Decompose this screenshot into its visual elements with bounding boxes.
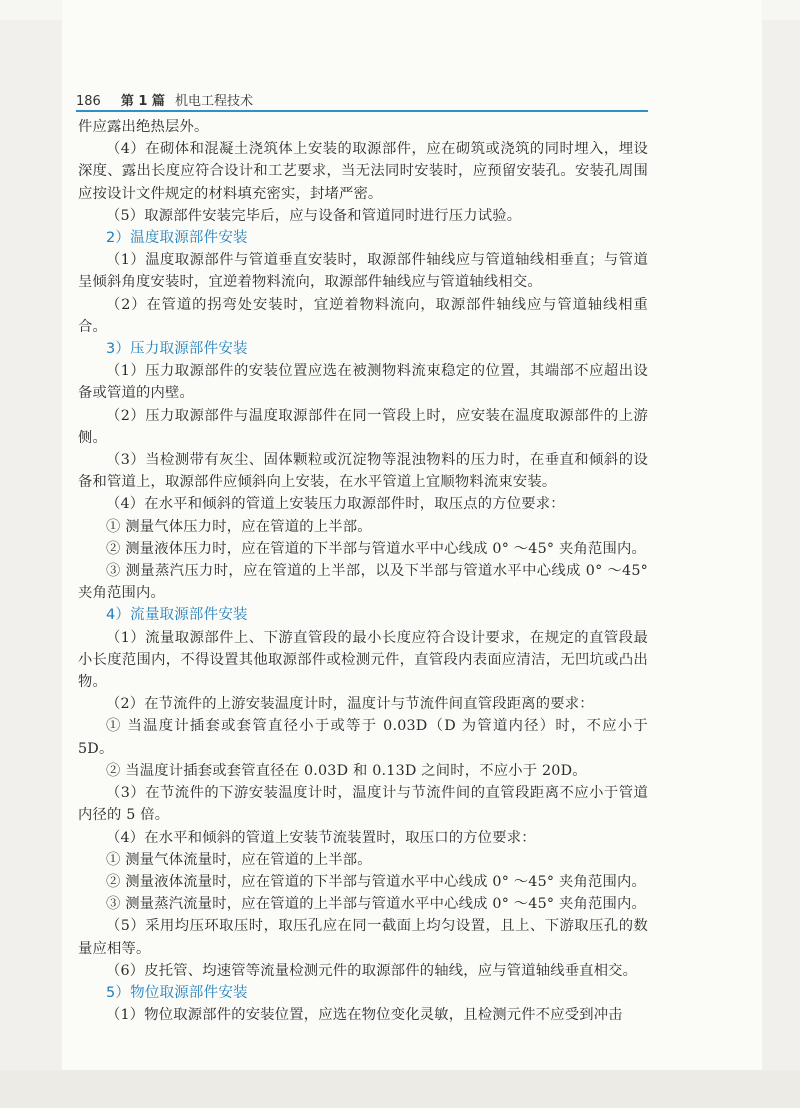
- paragraph: ① 测量气体压力时，应在管道的上半部。: [106, 518, 372, 535]
- paragraph: （4）在水平和倾斜的管道上安装节流装置时，取压口的方位要求：: [106, 829, 536, 846]
- section-heading: 5）物位取源部件安装: [106, 984, 248, 1001]
- section-heading: 4）流量取源部件安装: [106, 607, 248, 624]
- paragraph: （1）流量取源部件上、下游直管段的最小长度应符合设计要求，在规定的直管段最小长度范围内，不得设置其他取源部件或检测元件，直管段内表面应清洁，无凹坑或凸出物。: [78, 629, 648, 691]
- paragraph: ① 测量气体流量时，应在管道的上半部。: [106, 851, 372, 868]
- page-number: 186: [76, 94, 101, 109]
- paragraph: ① 当温度计插套或套管直径小于或等于 0.03D（D 为管道内径）时，不应小于 5D。: [78, 718, 648, 757]
- paragraph: （3）在节流件的下游安装温度计时，温度计与节流件间的直管段距离不应小于管道内径的 5 倍。: [78, 785, 648, 824]
- paragraph: （3）当检测带有灰尘、固体颗粒或沉淀物等混浊物料的压力时，在垂直和倾斜的设备和管道上，取源部件应倾斜向上安装，在水平管道上宜顺物料流束安装。: [78, 452, 648, 491]
- part-title: 机电工程技术: [174, 94, 253, 109]
- paragraph: （2）在管道的拐弯处安装时，宜逆着物料流向，取源部件轴线应与管道轴线相重合。: [78, 296, 648, 335]
- paragraph: （2）在节流件的上游安装温度计时，温度计与节流件间直管段距离的要求：: [106, 696, 594, 713]
- paragraph: （4）在砌体和混凝土浇筑体上安装的取源部件，应在砌筑或浇筑的同时埋入，埋设深度、露出长度应符合设计和工艺要求，当无法同时安装时，应预留安装孔。安装孔周围应按设计文件规定的材料填充密实，封堵严密。: [78, 141, 648, 202]
- paragraph: ② 测量液体流量时，应在管道的下半部与管道水平中心线成 0° ～45° 夹角范围内。: [106, 873, 646, 890]
- paragraph: （1）温度取源部件与管道垂直安装时，取源部件轴线应与管道轴线相垂直；与管道呈倾斜角度安装时，宜逆着物料流向，取源部件轴线应与管道轴线相交。: [78, 252, 648, 291]
- paragraph: （2）压力取源部件与温度取源部件在同一管段上时，应安装在温度取源部件的上游侧。: [78, 407, 648, 446]
- paragraph: （1）压力取源部件的安装位置应选在被测物料流束稳定的位置，其端部不应超出设备或管道的内壁。: [78, 363, 648, 402]
- paragraph: ③ 测量蒸汽压力时，应在管道的上半部，以及下半部与管道水平中心线成 0° ～45° 夹角范围内。: [78, 563, 648, 602]
- paragraph: （5）采用均压环取压时，取压孔应在同一截面上均匀设置，且上、下游取压孔的数量应相等。: [78, 918, 648, 957]
- paragraph: ③ 测量蒸汽流量时，应在管道的上半部与管道水平中心线成 0° ～45° 夹角范围内。: [106, 896, 646, 913]
- header-rule: [76, 110, 648, 112]
- body-text: [78, 116, 648, 1026]
- paragraph: （1）物位取源部件的安装位置，应选在物位变化灵敏，且检测元件不应受到冲击: [106, 1007, 623, 1024]
- page-bottom-edge: [0, 1070, 800, 1108]
- running-header: [76, 87, 648, 109]
- paragraph: （6）皮托管、均速管等流量检测元件的取源部件的轴线，应与管道轴线垂直相交。: [106, 962, 638, 979]
- paragraph: 件应露出绝热层外。: [78, 119, 209, 135]
- paragraph: ② 当温度计插套或套管直径在 0.03D 和 0.13D 之间时，不应小于 20D。: [106, 762, 587, 779]
- part-label: 第 1 篇: [120, 94, 165, 109]
- paragraph: （5）取源部件安装完毕后，应与设备和管道同时进行压力试验。: [106, 207, 522, 224]
- paragraph: （4）在水平和倾斜的管道上安装压力取源部件时，取压点的方位要求：: [106, 496, 565, 513]
- section-heading: 2）温度取源部件安装: [106, 230, 248, 247]
- paragraph: ② 测量液体压力时，应在管道的下半部与管道水平中心线成 0° ～45° 夹角范围内。: [106, 540, 646, 557]
- section-heading: 3）压力取源部件安装: [106, 341, 248, 358]
